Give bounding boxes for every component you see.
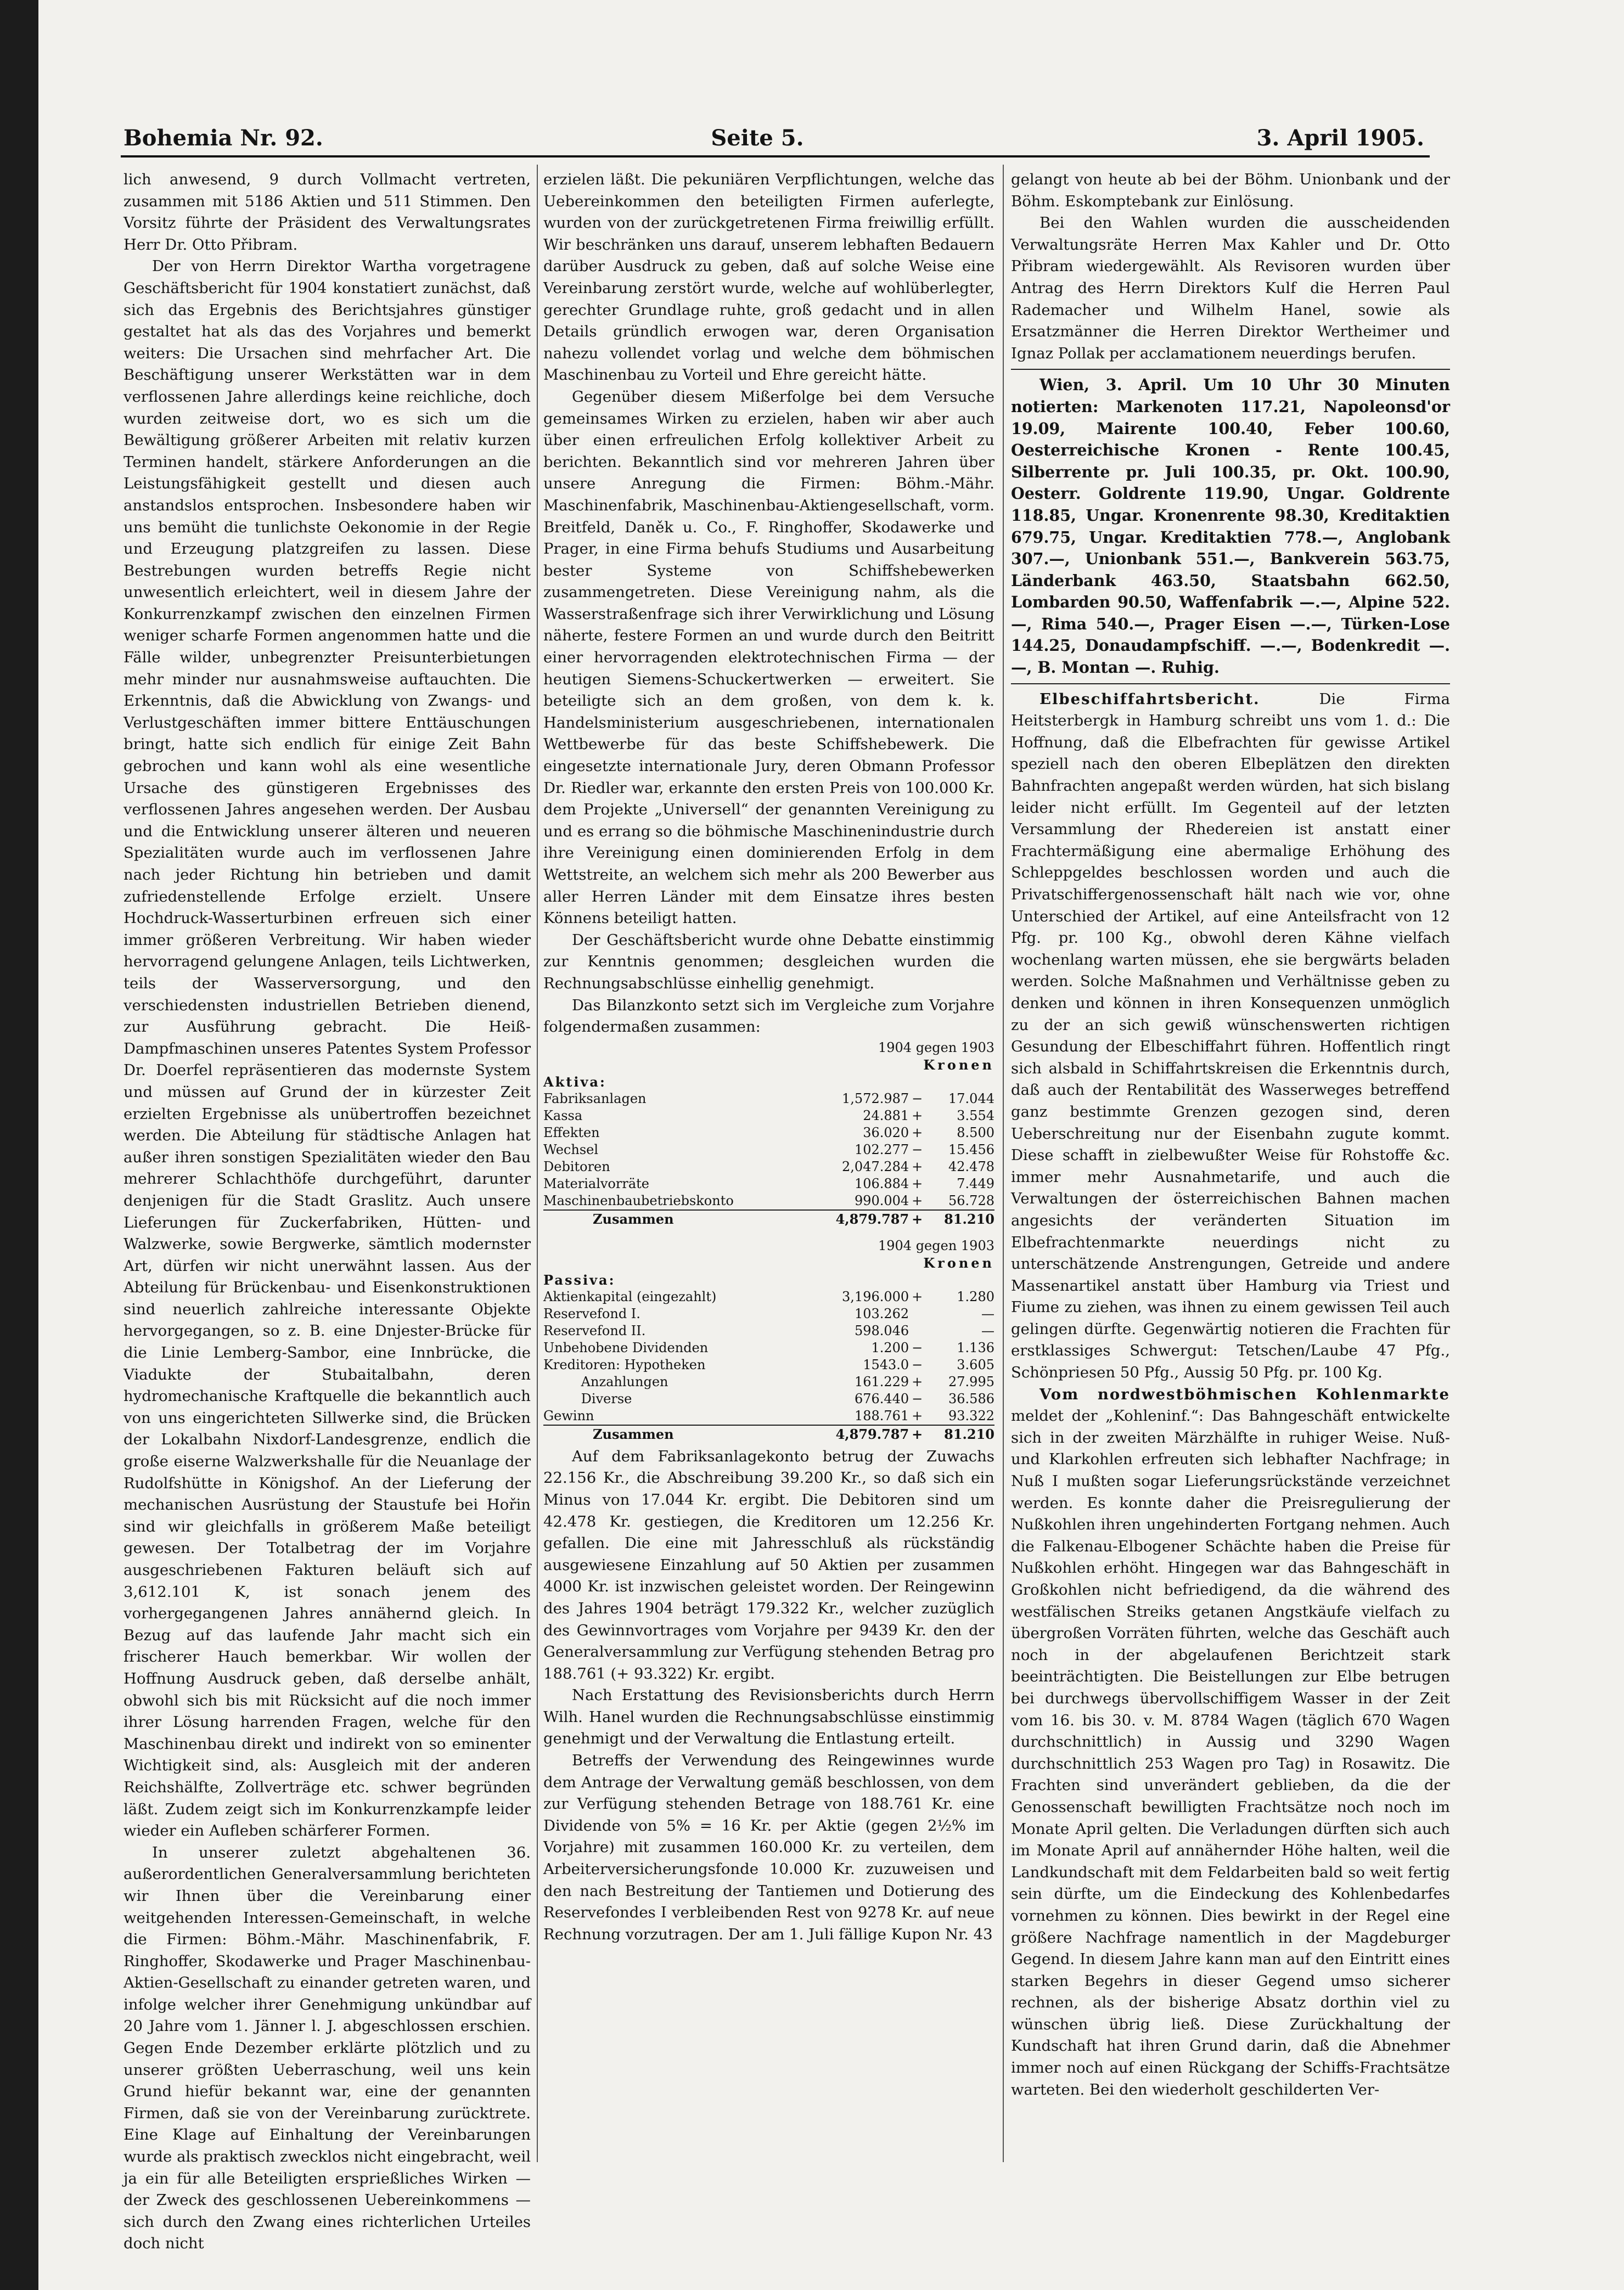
row-label: Wechsel	[543, 1141, 599, 1157]
row-label: Debitoren	[543, 1158, 610, 1174]
row-diff: 8.500	[957, 1124, 994, 1140]
paragraph: lich anwesend, 9 durch Vollmacht vertreten, zusammen mit 5186 Aktien und 511 Stimmen. Den Vorsitz führte der Präsident des Verwaltungsrates Herr Dr. Otto Přibram.	[123, 171, 531, 254]
balance-row	[543, 1289, 994, 1306]
row-diff: 1.280	[957, 1289, 994, 1304]
row-label: Gewinn	[543, 1408, 594, 1423]
paragraph: In unserer zuletzt abgehaltenen 36. außerordentlichen Generalversammlung berichteten wir Ihnen über die Vereinbarung einer weitgehenden Interessen-Gemeinschaft, in welche die Firmen: Böhm.-Mähr. Maschinenfabrik, F. Ringhoffer, Skodawerke und Prager Maschinenbau-Aktien-Gesellschaft zu einander getreten waren, und infolge welcher ihrer Genehmigung unkündbar auf 20 Jahre vom 1. Jänner l. J. abgeschlossen erschien. Gegen Ende Dezember erklärte plötzlich und zu unserer größten Ueberraschung, weil uns kein Grund hiefür bekannt war, eine der genannten Firmen, daß sie von der Vereinbarung zurücktrete. Eine Klage auf Einhaltung der Vereinbarungen wurde als praktisch zwecklos nicht eingebracht, weil ja ein für alle Beteiligten ersprießliches Wirken — der Zweck des geschlossenen Uebereinkommens — sich durch den Zwang eines richterlichen Urteiles doch nicht	[123, 1843, 531, 2253]
row-value: 598.046	[854, 1323, 909, 1338]
row-sign: +	[912, 1374, 923, 1389]
total-label: Zusammen	[543, 1210, 808, 1228]
total-value: 4,879.787	[808, 1210, 909, 1228]
paragraph: Der von Herrn Direktor Wartha vorgetragene Geschäftsbericht für 1904 konstatiert zunächst, daß sich das Ergebnis des Berichtsjahres günstiger gestaltet hat als das des Vorjahres und bemerkt weiters: Die Ursachen sind mehrfacher Art. Die Beschäftigung unserer Werkstätten war in dem verflossenen Jahre allerdings keine reichliche, doch wurden zeitweise dort, wo es sich um die Bewältigung größerer Arbeiten mit relativ kurzen Terminen handelt, stärkere Anforderungen an die Leistungsfähigkeit gestellt und diesen auch anstandslos entsprochen. Insbesondere haben wir uns bemüht die tunlichste Oekonomie in der Regie und Erzeugung platzgreifen zu lassen. Diese Bestrebungen wurden betreffs Regie nicht unwesentlich erleichtert, weil in diesem Jahre der Konkurrenzkampf zwischen den einzelnen Firmen weniger scharfe Formen angenommen hatte und die Fälle wilder, unbegrenzter Preisunterbietungen mehr minder nur ausnahmsweise auftauchten. Die Erkenntnis, daß die Abwicklung von Zwangs- und Verlustgeschäften immer bittere Enttäuschungen bringt, hatte sich endlich für einige Zeit Bahn gebrochen und kann wohl als eine wesentliche Ursache des günstigeren Ergebnisses des verflossenen Jahres angesehen werden. Der Ausbau und die Entwicklung unserer älteren und neueren Spezialitäten wurde auch im verflossenen Jahre nach jeder Richtung hin betrieben und damit zufriedenstellende Erfolge erzielt. Unsere Hochdruck-Wasserturbinen erfreuen sich einer immer größeren Verbreitung. Wir haben wieder hervorragend gelungene Anlagen, teils Lichtwerken, teils der Wasserversorgung, und den verschiedensten industriellen Betrieben dienend, zur Ausführung gebracht. Die Heiß-Dampfmaschinen unseres Patentes System Professor Dr. Doerfel repräsentieren das modernste System und müssen auf Grund der in kürzester Zeit erzielten Ergebnisse als unübertroffen bezeichnet werden. Die Abteilung für städtische Anlagen hat außer ihren sonstigen Spezialitäten wieder den Bau mehrerer Schlachthöfe durchgeführt, darunter denjenigen für die Stadt Graslitz. Auch unsere Lieferungen für Zuckerfabriken, Hütten- und Walzwerke, sowie Bergwerke, sämtlich modernster Art, dürfen wir nicht unerwähnt lassen. Aus der Abteilung für Brückenbau- und Eisenkonstruktionen sind neuerlich zahlreiche interessante Objekte hervorgegangen, so z. B. eine Dnjester-Brücke für die Linie Lemberg-Sambor, eine Innbrücke, die Viadukte der Stubaitalbahn, deren hydromechanische Kraftquelle die bekanntlich auch von uns eingerichteten Sillwerke sind, die Brücken der Lokalbahn Nixdorf-Landesgrenze, endlich die große eiserne Walzwerkshalle für die Neuanlage der Rudolfshütte in Königshof. An der Lieferung der mechanischen Ausrüstung der Staustufe bei Hořin sind wir gleichfalls in größerem Maße beteiligt gewesen. Der Totalbetrag der im Vorjahre ausgeschriebenen Fakturen beläuft sich auf 3,612.101 K, ist sonach jenem des vorhergegangenen Jahres annähernd gleich. In Bezug auf das laufende Jahr macht sich ein frischerer Hauch bemerkbar. Wir wollen der Hoffnung Ausdruck geben, daß derselbe anhält, obwohl sich bis mit Rücksicht auf die noch immer ihrer Lösung harrenden Fragen, welche für den Maschinenbau direkt und indirekt von so eminenter Wichtigkeit sind, als: Ausgleich mit der anderen Reichshälfte, Zollverträge etc. schwer begründen läßt. Zudem zeigt sich im Konkurrenzkampfe leider wieder ein Aufleben schärferer Formen.	[123, 257, 531, 1840]
row-value: 102.277	[854, 1141, 909, 1157]
passiva-title: Passiva:	[543, 1271, 616, 1288]
passiva-rows	[543, 1289, 994, 1425]
row-diff: —	[981, 1323, 994, 1338]
section-rule	[1011, 369, 1450, 370]
row-diff: 93.322	[948, 1408, 994, 1423]
paragraph: Bei den Wahlen wurden die ausscheidenden Verwaltungsräte Herren Max Kahler und Dr. Otto Přibram wiedergewählt. Als Revisoren wurden über Antrag des Herrn Direktors Kulf die Herren Paul Rademacher und Wilhelm Hanel, sowie als Ersatzmänner die Herren Direktor Wertheimer und Ignaz Pollak per acclamationem neuerdings berufen.	[1011, 214, 1450, 362]
row-sign: −	[912, 1090, 923, 1106]
row-diff: 42.478	[948, 1158, 994, 1174]
paragraph: Betreffs der Verwendung des Reingewinnes wurde dem Antrage der Verwaltung gemäß beschlossen, von dem zur Verfügung stehenden Betrage von 188.761 Kr. eine Dividende von 5% = 16 Kr. per Aktie (gegen 2½% im Vorjahre) mit zusammen 160.000 Kr. zu verteilen, dem Arbeiterversicherungsfonde 10.000 Kr. zuzuweisen und den nach Bestreitung der Tantiemen und Dotierung des Reservefondes I verbleibenden Rest von 9278 Kr. auf neue Rechnung vorzutragen. Der am 1. Juli fällige Kupon Nr. 43	[543, 1752, 994, 1943]
total-value: 4,879.787	[808, 1425, 909, 1443]
row-value: 188.761	[854, 1408, 909, 1423]
row-sign: +	[912, 1289, 923, 1304]
row-sign: +	[912, 1408, 923, 1423]
total-sign: +	[909, 1210, 925, 1228]
balance-currency: Kronen	[923, 1056, 994, 1073]
balance-row	[543, 1158, 994, 1175]
row-label: Kassa	[543, 1107, 583, 1123]
vienna-stock-report: Wien, 3. April. Um 10 Uhr 30 Minuten notierten: Markenoten 117.21, Napoleonsd'or 19.09, Mairente 100.40, Feber 100.60, Oesterreichische Kronen - Rente 100.45, Silberrente pr. Juli 100.35, pr. Okt. 100.90, Oesterr. Goldrente 119.90, Ungar. Goldrente 118.85, Ungar. Kronenrente 98.30, Kreditaktien 679.75, Ungar. Kreditaktien 778.—, Anglobank 307.—, Unionbank 551.—, Bankverein 563.75, Länderbank 463.50, Staatsbahn 662.50, Lombarden 90.50, Waffenfabrik —.—, Alpine 522.—, Rima 540.—, Prager Eisen —.—, Türken-Lose 144.25, Donaudampfschiff. —.—, Bodenkredit —.—, B. Montan —. Ruhig.	[1011, 375, 1450, 677]
scan-border	[0, 0, 38, 2290]
row-sign: +	[912, 1175, 923, 1191]
column-2	[543, 169, 994, 2167]
balance-currency: Kronen	[923, 1254, 994, 1271]
row-value: 1.200	[871, 1340, 909, 1355]
balance-table	[543, 1039, 994, 1443]
row-sign: +	[912, 1124, 923, 1140]
row-value: 24.881	[863, 1107, 909, 1123]
row-sign: −	[912, 1357, 923, 1372]
row-diff: 7.449	[957, 1175, 994, 1191]
balance-row	[543, 1192, 994, 1210]
row-label: Reservefond II.	[543, 1323, 646, 1338]
coal-market-text: meldet der „Kohleninf.“: Das Bahngeschäft entwickelte sich in der zweiten Märzhälfte in ruhiger Weise. Nuß- und Klarkohlen erfreuten sich lebhafter Nachfrage; in Nuß I mußten sogar Lieferungsrückstände verzeichnet werden. Es konnte daher die Preisregulierung der Nußkohlen ihren ungehinderten Fortgang nehmen. Auch die Falkenau-Elbogener Schächte haben die Preise für Nußkohlen erhöht. Hingegen war das Bahngeschäft in Großkohlen nicht befriedigend, da die während des westfälischen Streiks getanen Angstkäufe vielfach zu übergroßen Vorräten führten, welche das Geschäft auch noch in der abgelaufenen Berichtzeit stark beeinträchtigten. Die Beistellungen zur Elbe betrugen bei durchwegs übervollschiffigem Wasser in der Zeit vom 16. bis 30. v. M. 8784 Wagen (täglich 670 Wagen durchschnittlich) in Aussig und 3290 Wagen durchschnittlich 253 Wagen pro Tag) in Rosawitz. Die Frachten sind unverändert geblieben, da die der Genossenschaft bewilligten Frachtsätze noch noch im Monate April gelten. Die Verladungen dürften sich auch im Monate April auf annähernder Höhe halten, weil die Landkundschaft mit dem Feldarbeiten bald so weit fertig sein dürfte, um die Eindeckung des Kohlenbedarfes vornehmen zu können. Dies bewirkt in der Regel eine größere Nachfrage namentlich in der Magdeburger Gegend. In diesem Jahre kann man auf den Eintritt eines starken Begehrs in dieser Gegend umso sicherer rechnen, als der bisherige Absatz dorthin viel zu wünschen übrig ließ. Diese Zurückhaltung der Kundschaft hat ihren Grund darin, daß die Abnehmer immer noch auf einen Rückgang der Schiffs-Frachtsätze warteten. Bei den wiederholt geschilderten Ver-	[1011, 1407, 1450, 2098]
row-diff: 1.136	[957, 1340, 994, 1355]
row-diff: 27.995	[948, 1374, 994, 1389]
row-sign: −	[912, 1141, 923, 1157]
row-sign	[909, 1306, 925, 1323]
balance-row	[543, 1090, 994, 1107]
total-diff: 81.210	[925, 1210, 994, 1228]
row-label: Aktienkapital (eingezahlt)	[543, 1289, 717, 1304]
row-label: Unbehobene Dividenden	[543, 1340, 709, 1355]
balance-row	[543, 1175, 994, 1192]
balance-row	[543, 1141, 994, 1158]
row-diff: 36.586	[948, 1391, 994, 1406]
paragraph: gelangt von heute ab bei der Böhm. Unionbank und der Böhm. Eskomptebank zur Einlösung.	[1011, 171, 1450, 210]
paragraph: Nach Erstattung des Revisionsberichts durch Herrn Wilh. Hanel wurden die Rechnungsabschlüsse einstimmig genehmigt und der Verwaltung die Entlastung erteilt.	[543, 1686, 994, 1748]
balance-row	[543, 1323, 994, 1340]
row-sign: +	[912, 1158, 923, 1174]
row-label: Anzahlungen	[543, 1374, 668, 1389]
row-label: Kreditoren: Hypotheken	[543, 1357, 706, 1372]
row-label: Effekten	[543, 1124, 600, 1140]
issue-date: 3. April 1905.	[1256, 125, 1424, 151]
aktiva-title: Aktiva:	[543, 1073, 606, 1090]
total-label: Zusammen	[543, 1425, 808, 1443]
balance-year-header: 1904 gegen 1903	[878, 1237, 994, 1253]
row-label: Diverse	[543, 1391, 632, 1406]
row-value: 990.004	[854, 1192, 909, 1208]
row-value: 3,196.000	[842, 1289, 909, 1304]
balance-row	[543, 1107, 994, 1124]
row-sign: −	[912, 1391, 923, 1406]
row-diff: 3.554	[957, 1107, 994, 1123]
page-number: Seite 5.	[711, 125, 804, 151]
paragraph: Der Geschäftsbericht wurde ohne Debatte einstimmig zur Kenntnis genommen; desgleichen wurden die Rechnungsabschlüsse einhellig genehmigt.	[543, 931, 994, 992]
balance-row	[543, 1408, 994, 1425]
row-label: Fabriksanlagen	[543, 1090, 647, 1106]
row-sign	[909, 1323, 925, 1340]
row-value: 106.884	[854, 1175, 909, 1191]
elbe-shipping-text: Die Firma Heitsterbergk in Hamburg schreibt uns vom 1. d.: Die Hoffnung, daß die Elbefrachten für gewisse Artikel speziell nach den oberen Elbeplätzen den direkten Bahnfrachten angepaßt werden würden, hat sich bislang leider nicht erfüllt. Im Gegenteil auf der letzten Versammlung der Rhedereien ist anstatt einer Frachtermäßigung eine abermalige Erhöhung des Schleppgeldes beschlossen worden und auch die Privatschiffergenossenschaft hält nach wie vor, ohne Unterschied der Artikel, auf eine Anteilsfracht von 12 Pfg. pr. 100 Kg., obwohl deren Kähne vielfach wochenlang warten müssen, ehe sie bergwärts beladen werden. Solche Maßnahmen und Verhältnisse geben zu denken und können in ihren Konsequenzen unmöglich zu der an sich gewiß wünschenswerten richtigen Gesundung der Elbeschiffahrt führen. Hoffentlich ringt sich alsbald in Schiffahrtskreisen die Erkenntnis durch, daß auch der Rentabilität des Wasserweges betreffend ganz bestimmte Grenzen gezogen sind, deren Ueberschreitung nur der Eisenbahn zugute kommt. Diese schafft in zielbewußter Weise für Rohstoffe &c. immer mehr Ausnahmetarife, und auch die Verwaltungen der österreichischen Bahnen machen angesichts der veränderten Situation im Elbefrachtenmarkte neuerdings nicht zu unterschätzende Anstrengungen, Getreide und andere Massenartikel anstatt über Hamburg via Triest und Fiume zu ziehen, was ihnen zu einem gewissen Teil auch gelingen dürfte. Gegenwärtig notieren die Frachten für erstklassiges Schwergut: Tetschen/Laube 47 Pfg., Schönpriesen 50 Pfg., Aussig 50 Pfg. pr. 100 Kg.	[1011, 690, 1450, 1382]
balance-row	[543, 1340, 994, 1357]
paper-title: Bohemia Nr. 92.	[123, 125, 323, 151]
column-3	[1011, 169, 1450, 2167]
row-value: 676.440	[854, 1391, 909, 1406]
row-value: 1543.0	[863, 1357, 909, 1372]
header-rule	[121, 155, 1430, 157]
row-sign: +	[912, 1107, 923, 1123]
row-value: 2,047.284	[842, 1158, 909, 1174]
row-diff: 17.044	[948, 1090, 994, 1106]
balance-row	[543, 1357, 994, 1374]
elbe-shipping-headline: Elbeschiffahrtsbericht.	[1039, 690, 1260, 708]
paragraph: Gegenüber diesem Mißerfolge bei dem Versuche gemeinsames Wirken zu erzielen, haben wir aber auch über einen erfreulichen Erfolg kollektiver Arbeit zu berichten. Bekanntlich sind vor mehreren Jahren über unsere Anregung die Firmen: Böhm.-Mähr. Maschinenfabrik, Maschinenbau-Aktiengesellschaft, vorm. Breitfeld, Daněk u. Co., F. Ringhoffer, Skodawerke und Prager, in eine Firma behufs Studiums und Ausarbeitung bester Systeme von Schiffshebewerken zusammengetreten. Diese Vereinigung nahm, als die Wasserstraßenfrage sich ihrer Verwirklichung und Lösung näherte, festere Formen an und wurde durch den Beitritt einer hervorragenden elektrotechnischen Firma — der heutigen Siemens-Schuckertwerken — erweitert. Sie beteiligte sich an dem großen, von dem k. k. Handelsministerium ausgeschriebenen, internationalen Wettbewerbe für das beste Schiffshebewerk. Die eingesetzte internationale Jury, deren Obmann Professor Dr. Riedler war, erkannte den ersten Preis von 100.000 Kr. dem Projekte „Universell“ der genannten Vereinigung zu und es errang so die böhmische Maschinenindustrie durch ihre Vereinigung einen dominierenden Erfolg in dem Wettstreite, an welchem sich mehr als 200 Bewerber aus aller Herren Länder mit dem Einsatze ihres besten Könnens beteiligt hatten.	[543, 387, 994, 927]
balance-year-header: 1904 gegen 1903	[878, 1039, 994, 1055]
paragraph: erzielen läßt. Die pekuniären Verpflichtungen, welche das Uebereinkommen den beteiligten Firmen auferlegte, wurden von der zurückgetretenen Firma freiwillig erfüllt. Wir beschränken uns darauf, unserem lebhaften Bedauern darüber Ausdruck zu geben, daß auf solche Weise eine Vereinbarung zerstört wurde, welche auf wohlüberlegter, gerechter Grundlage ruhte, groß gedacht und in allen Details gründlich erwogen war, deren Organisation nahezu vollendet vorlag und welche dem böhmischen Maschinenbau zu Vorteil und Ehre gereicht hätte.	[543, 171, 994, 384]
column-divider	[1003, 165, 1004, 2162]
row-value: 161.229	[854, 1374, 909, 1389]
row-label: Reservefond I.	[543, 1306, 640, 1321]
paragraph: Das Bilanzkonto setzt sich im Vergleiche zum Vorjahre folgendermaßen zusammen:	[543, 996, 994, 1036]
aktiva-total-row	[543, 1210, 994, 1228]
row-label: Maschinenbaubetriebskonto	[543, 1192, 734, 1208]
section-rule	[1011, 683, 1450, 684]
balance-row	[543, 1124, 994, 1141]
balance-row	[543, 1306, 994, 1323]
row-value: 1,572.987	[842, 1090, 909, 1106]
column-1	[123, 169, 531, 2253]
row-diff: 56.728	[948, 1192, 994, 1208]
total-sign: +	[909, 1425, 925, 1443]
balance-row	[543, 1391, 994, 1408]
passiva-total-row	[543, 1425, 994, 1443]
row-value: 36.020	[863, 1124, 909, 1140]
row-label: Materialvorräte	[543, 1175, 649, 1191]
row-sign: −	[912, 1340, 923, 1355]
row-sign: +	[912, 1192, 923, 1208]
total-diff: 81.210	[925, 1425, 994, 1443]
row-diff: 15.456	[948, 1141, 994, 1157]
coal-market-headline: Vom nordwestböhmischen Kohlenmarkte	[1039, 1385, 1450, 1403]
row-diff: —	[981, 1306, 994, 1321]
page-header	[85, 121, 1430, 159]
balance-row	[543, 1374, 994, 1391]
row-diff: 3.605	[957, 1357, 994, 1372]
column-divider	[537, 165, 538, 2162]
paragraph: Auf dem Fabriksanlagekonto betrug der Zuwachs 22.156 Kr., die Abschreibung 39.200 Kr., so daß sich ein Minus von 17.044 Kr. ergibt. Die Debitoren sind um 42.478 Kr. gestiegen, die Kreditoren um 12.256 Kr. gefallen. Die eine mit Jahresschluß als rückständig ausgewiesene Einzahlung auf 50 Aktien per zusammen 4000 Kr. ist inzwischen geleistet worden. Der Reingewinn des Jahres 1904 beträgt 179.322 Kr., welcher zuzüglich des Gewinnvortrages vom Vorjahre per 9439 Kr. den der Generalversammlung zur Verfügung stehenden Betrag pro 188.761 (+ 93.322) Kr. ergibt.	[543, 1447, 994, 1683]
row-value: 103.262	[854, 1306, 909, 1321]
aktiva-rows	[543, 1090, 994, 1210]
